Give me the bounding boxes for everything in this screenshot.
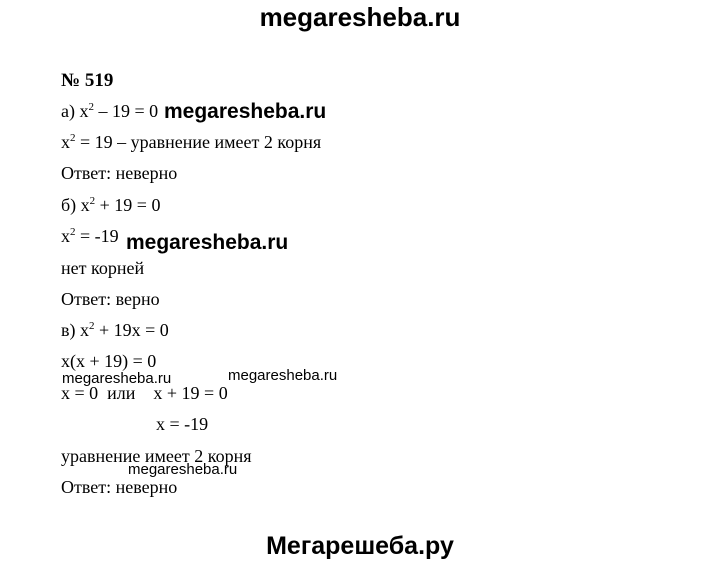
- part-c-root2: x = -19: [156, 414, 209, 434]
- part-b-equation: б) $x^2 + 19 = 0$: [61, 195, 161, 215]
- part-c-answer: Ответ: неверно: [61, 477, 178, 497]
- part-b-answer: Ответ: верно: [61, 289, 160, 309]
- watermark-top: megaresheba.ru: [259, 2, 461, 32]
- part-a-answer: Ответ: неверно: [61, 163, 178, 183]
- watermark-inline-b: megaresheba.ru: [126, 231, 289, 254]
- watermark-inline-a: megaresheba.ru: [164, 100, 327, 123]
- part-c-note: уравнение имеет 2 корня: [61, 446, 252, 466]
- part-b-note: нет корней: [61, 258, 145, 278]
- problem-number: № 519: [61, 70, 114, 91]
- part-b-step: $x^2 = -19$: [61, 226, 119, 246]
- watermark-inline-small-2: megaresheba.ru: [228, 367, 338, 384]
- watermark-bottom: Мегарешеба.ру: [266, 532, 454, 560]
- part-c-factor: x(x + 19) = 0: [61, 351, 157, 371]
- part-c-equation: в) $x^2 + 19x = 0$: [61, 320, 169, 340]
- watermark-inline-small-1: megaresheba.ru: [62, 370, 172, 387]
- part-c-roots: x = 0 или x + 19 = 0: [61, 383, 228, 403]
- watermark-inline-small-3: megaresheba.ru: [128, 461, 238, 478]
- part-a-equation: а) $x^2 - 19 = 0$: [61, 101, 159, 121]
- part-a-step: $x^2 = 19$ – уравнение имеет 2 корня: [61, 132, 322, 152]
